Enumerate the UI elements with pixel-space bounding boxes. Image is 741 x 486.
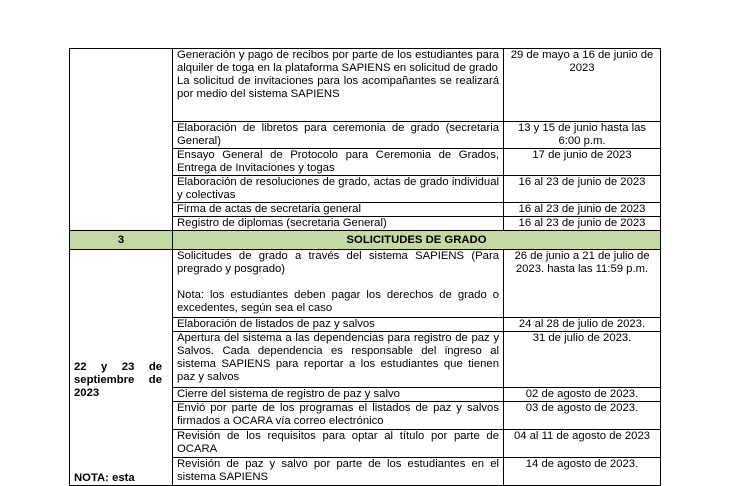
- left-empty-cell: [70, 49, 173, 231]
- date-cell: 16 al 23 de junio de 2023: [504, 217, 661, 231]
- date-cell: 26 de junio a 21 de julio de 2023. hasta las 11:59 p.m.: [504, 250, 661, 318]
- section-title: SOLICITUDES DE GRADO: [173, 231, 661, 250]
- section-number: 3: [70, 231, 173, 250]
- left-note-text: NOTA: esta: [74, 472, 135, 484]
- date-cell: 17 de junio de 2023: [504, 149, 661, 176]
- left-date-text: 22 y 23 de septiembre de 2023: [74, 361, 162, 399]
- date-cell: 16 al 23 de junio de 2023: [504, 203, 661, 217]
- table-row: [70, 250, 661, 318]
- activity-text: Generación y pago de recibos por parte de los estudiantes para alquiler de toga en la plataforma SAPIENS en solicitud de grado: [177, 49, 499, 74]
- date-cell: 29 de mayo a 16 de junio de 2023: [504, 49, 661, 122]
- date-cell: 24 al 28 de julio de 2023.: [504, 318, 661, 332]
- activity-cell: [173, 250, 504, 318]
- activity-cell: Firma de actas de secretaria general: [173, 203, 504, 217]
- activity-cell: Revisión de los requisitos para optar al título por parte de OCARA: [173, 430, 504, 458]
- activity-cell: [173, 49, 504, 122]
- table-row: [70, 49, 661, 122]
- paragraph-gap: [177, 276, 499, 289]
- date-cell: 16 al 23 de junio de 2023: [504, 176, 661, 203]
- date-cell: 02 de agosto de 2023.: [504, 388, 661, 402]
- activity-cell: Cierre del sistema de registro de paz y salvo: [173, 388, 504, 402]
- date-cell: 04 al 11 de agosto de 2023: [504, 430, 661, 458]
- date-cell: 03 de agosto de 2023.: [504, 402, 661, 430]
- calendar-table: [69, 48, 661, 486]
- activity-cell: Elaboración de libretos para ceremonia de grado (secretaria General): [173, 122, 504, 149]
- date-cell: 31 de julio de 2023.: [504, 332, 661, 388]
- activity-text: Solicitudes de grado a través del sistema SAPIENS (Para pregrado y posgrado): [177, 250, 499, 275]
- activity-text: La solicitud de invitaciones para los acompañantes se realizará por medio del sistema SAPIENS: [177, 75, 499, 100]
- date-cell: 13 y 15 de junio hasta las 6:00 p.m.: [504, 122, 661, 149]
- activity-text: Nota: los estudiantes deben pagar los derechos de grado o excedentes, según sea el caso: [177, 289, 499, 314]
- left-date-cell: [70, 250, 173, 486]
- activity-cell: Envió por parte de los programas el listados de paz y salvos firmados a OCARA vía correo electrónico: [173, 402, 504, 430]
- activity-cell: Ensayo General de Protocolo para Ceremonia de Grados, Entrega de Invitaciones y togas: [173, 149, 504, 176]
- date-cell: 14 de agosto de 2023.: [504, 458, 661, 486]
- activity-cell: Elaboración de listados de paz y salvos: [173, 318, 504, 332]
- section-header-row: [70, 231, 661, 250]
- activity-cell: Revisión de paz y salvo por parte de los estudiantes en el sistema SAPIENS: [173, 458, 504, 486]
- activity-cell: Elaboración de resoluciones de grado, actas de grado individual y colectivas: [173, 176, 504, 203]
- activity-cell: Apertura del sistema a las dependencias para registro de paz y Salvos. Cada dependencia es responsable del ingreso al sistema SAPIENS para reportar a los estudiantes que tienen paz y salvos: [173, 332, 504, 388]
- activity-cell: Registro de diplomas (secretaria General): [173, 217, 504, 231]
